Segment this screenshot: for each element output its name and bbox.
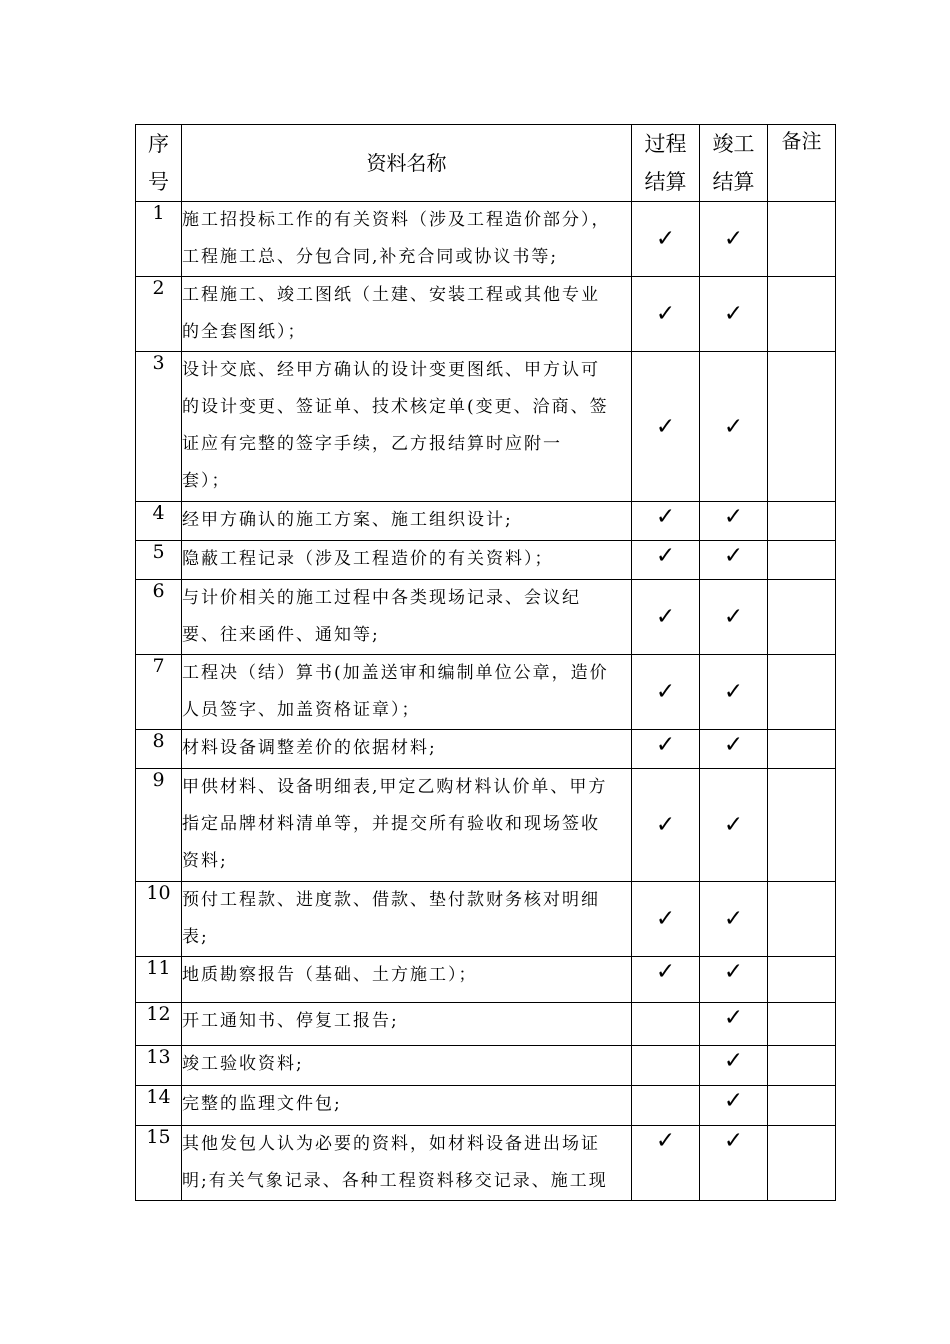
check-mark-icon: ✓ (655, 301, 676, 327)
row-number: 12 (136, 1003, 182, 1046)
row-number: 7 (136, 655, 182, 730)
completion-settlement-cell (700, 580, 768, 655)
check-mark-icon: ✓ (723, 1088, 744, 1114)
table-row (136, 1003, 836, 1046)
header-remarks: 备注 (768, 125, 836, 202)
process-settlement-cell (632, 730, 700, 769)
table-row (136, 502, 836, 541)
completion-settlement-cell (700, 352, 768, 502)
row-number: 6 (136, 580, 182, 655)
check-mark-icon: ✓ (655, 732, 676, 758)
check-mark-icon: ✓ (723, 604, 744, 630)
document-name-line: 竣工验收资料; (182, 1054, 304, 1074)
document-name-line: 设计交底、经甲方确认的设计变更图纸、甲方认可 (182, 360, 600, 380)
table-row (136, 769, 836, 882)
completion-settlement-cell (700, 277, 768, 352)
row-number: 5 (136, 541, 182, 580)
table-row (136, 957, 836, 1003)
document-name-line: 要、往来函件、通知等; (182, 625, 380, 645)
row-number: 4 (136, 502, 182, 541)
document-name-line: 与计价相关的施工过程中各类现场记录、会议纪 (182, 588, 581, 608)
completion-settlement-cell (700, 769, 768, 882)
check-mark-icon: ✓ (655, 812, 676, 838)
remarks-cell (768, 1046, 836, 1086)
document-name-line: 经甲方确认的施工方案、施工组织设计; (182, 510, 513, 530)
document-name-line: 预付工程款、进度款、借款、垫付款财务核对明细 (182, 890, 600, 910)
header-completion-settlement: 竣工 结算 (700, 125, 768, 202)
check-mark-icon: ✓ (723, 1048, 744, 1074)
process-settlement-cell (632, 882, 700, 957)
check-mark-icon: ✓ (655, 1128, 676, 1154)
completion-settlement-cell (700, 1046, 768, 1086)
process-settlement-cell (632, 502, 700, 541)
remarks-cell (768, 502, 836, 541)
process-settlement-cell (632, 957, 700, 1003)
document-name-line: 资料; (182, 851, 228, 871)
row-number: 10 (136, 882, 182, 957)
document-name-line: 甲供材料、设备明细表,甲定乙购材料认价单、甲方 (182, 777, 608, 797)
remarks-cell (768, 1003, 836, 1046)
document-name-line: 套）； (182, 471, 231, 491)
process-settlement-cell (632, 1003, 700, 1046)
document-name-line: 证应有完整的签字手续，乙方报结算时应附一 (182, 434, 562, 454)
document-name-cell (182, 541, 632, 580)
completion-settlement-cell (700, 1086, 768, 1126)
table-row (136, 1126, 836, 1201)
check-mark-icon: ✓ (655, 226, 676, 252)
check-mark-icon: ✓ (723, 226, 744, 252)
completion-settlement-cell (700, 730, 768, 769)
document-name-cell (182, 957, 632, 1003)
document-name-cell (182, 769, 632, 882)
process-settlement-cell (632, 541, 700, 580)
document-name-line: 施工招投标工作的有关资料（涉及工程造价部分）， (182, 210, 611, 230)
header-serial-number: 序 号 (136, 125, 182, 202)
completion-settlement-cell (700, 957, 768, 1003)
check-mark-icon: ✓ (723, 504, 744, 530)
row-number: 9 (136, 769, 182, 882)
document-name-line: 完整的监理文件包; (182, 1094, 342, 1114)
table-row (136, 730, 836, 769)
document-name-cell (182, 580, 632, 655)
process-settlement-cell (632, 769, 700, 882)
table-row (136, 352, 836, 502)
check-mark-icon: ✓ (655, 543, 676, 569)
check-mark-icon: ✓ (723, 543, 744, 569)
remarks-cell (768, 541, 836, 580)
document-name-cell (182, 730, 632, 769)
check-mark-icon: ✓ (655, 413, 676, 440)
table-row (136, 277, 836, 352)
document-name-line: 地质勘察报告（基础、土方施工）； (182, 965, 478, 985)
table-row (136, 1086, 836, 1126)
row-number: 1 (136, 202, 182, 277)
remarks-cell (768, 730, 836, 769)
document-name-line: 隐蔽工程记录（涉及工程造价的有关资料）； (182, 549, 554, 569)
document-name-cell (182, 502, 632, 541)
remarks-cell (768, 580, 836, 655)
check-mark-icon: ✓ (723, 1005, 744, 1031)
header-row (136, 125, 836, 202)
check-mark-icon: ✓ (723, 1128, 744, 1154)
check-mark-icon: ✓ (723, 906, 744, 932)
table-row (136, 541, 836, 580)
completion-settlement-cell (700, 502, 768, 541)
document-name-cell (182, 277, 632, 352)
document-name-cell (182, 655, 632, 730)
row-number: 13 (136, 1046, 182, 1086)
completion-settlement-cell (700, 541, 768, 580)
check-mark-icon: ✓ (723, 679, 744, 705)
document-name-cell (182, 202, 632, 277)
check-mark-icon: ✓ (723, 812, 744, 838)
table-row (136, 655, 836, 730)
remarks-cell (768, 277, 836, 352)
document-name-cell (182, 352, 632, 502)
header-process-settlement: 过程 结算 (632, 125, 700, 202)
document-name-cell (182, 1086, 632, 1126)
document-name-line: 开工通知书、停复工报告; (182, 1011, 399, 1031)
completion-settlement-cell (700, 1003, 768, 1046)
document-name-line: 工程施工总、分包合同,补充合同或协议书等; (182, 247, 559, 267)
document-name-cell (182, 1126, 632, 1201)
process-settlement-cell (632, 580, 700, 655)
document-name-line: 的设计变更、签证单、技术核定单(变更、洽商、签 (182, 397, 609, 417)
table-row (136, 202, 836, 277)
remarks-cell (768, 655, 836, 730)
remarks-cell (768, 957, 836, 1003)
remarks-cell (768, 352, 836, 502)
row-number: 15 (136, 1126, 182, 1201)
check-mark-icon: ✓ (723, 301, 744, 327)
check-mark-icon: ✓ (655, 504, 676, 530)
process-settlement-cell (632, 1126, 700, 1201)
completion-settlement-cell (700, 1126, 768, 1201)
process-settlement-cell (632, 202, 700, 277)
document-name-line: 工程施工、竣工图纸（土建、安装工程或其他专业 (182, 285, 600, 305)
table-row (136, 1046, 836, 1086)
process-settlement-cell (632, 352, 700, 502)
remarks-cell (768, 1086, 836, 1126)
process-settlement-cell (632, 277, 700, 352)
process-settlement-cell (632, 655, 700, 730)
document-name-line: 工程决（结）算书(加盖送审和编制单位公章，造价 (182, 663, 609, 683)
remarks-cell (768, 769, 836, 882)
check-mark-icon: ✓ (655, 959, 676, 985)
header-document-name: 资料名称 (182, 125, 632, 202)
table-body (136, 202, 836, 1201)
document-name-line: 明;有关气象记录、各种工程资料移交记录、施工现 (182, 1171, 608, 1191)
document-name-line: 指定品牌材料清单等，并提交所有验收和现场签收 (182, 814, 600, 834)
check-mark-icon: ✓ (655, 604, 676, 630)
table-row (136, 882, 836, 957)
row-number: 8 (136, 730, 182, 769)
process-settlement-cell (632, 1086, 700, 1126)
check-mark-icon: ✓ (655, 679, 676, 705)
check-mark-icon: ✓ (723, 959, 744, 985)
document-name-line: 其他发包人认为必要的资料，如材料设备进出场证 (182, 1134, 600, 1154)
row-number: 3 (136, 352, 182, 502)
remarks-cell (768, 882, 836, 957)
check-mark-icon: ✓ (655, 906, 676, 932)
row-number: 2 (136, 277, 182, 352)
remarks-cell (768, 1126, 836, 1201)
document-name-cell (182, 882, 632, 957)
row-number: 14 (136, 1086, 182, 1126)
completion-settlement-cell (700, 655, 768, 730)
completion-settlement-cell (700, 202, 768, 277)
remarks-cell (768, 202, 836, 277)
document-name-line: 的全套图纸）； (182, 322, 307, 342)
process-settlement-cell (632, 1046, 700, 1086)
document-name-line: 人员签字、加盖资格证章）； (182, 700, 421, 720)
document-name-cell (182, 1003, 632, 1046)
check-mark-icon: ✓ (723, 413, 744, 440)
document-name-line: 材料设备调整差价的依据材料; (182, 738, 437, 758)
completion-settlement-cell (700, 882, 768, 957)
document-name-cell (182, 1046, 632, 1086)
check-mark-icon: ✓ (723, 732, 744, 758)
document-name-line: 表; (182, 927, 209, 947)
settlement-documents-table (135, 124, 836, 1201)
table-row (136, 580, 836, 655)
row-number: 11 (136, 957, 182, 1003)
